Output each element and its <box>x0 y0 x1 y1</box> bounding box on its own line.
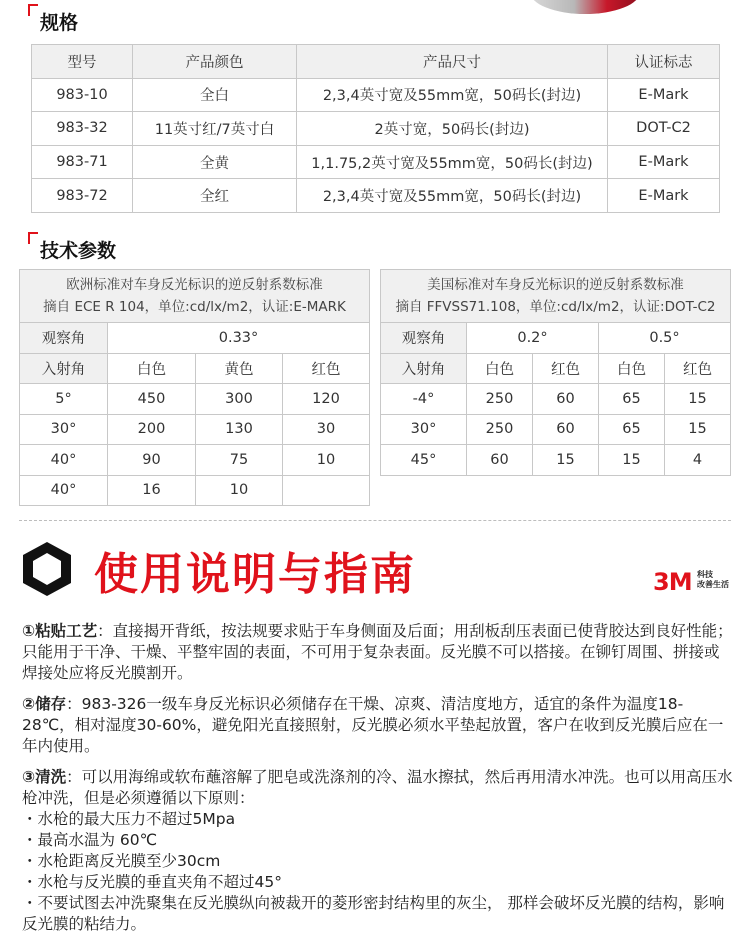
spec-cell: 2英寸宽，50码长(封边) <box>297 112 608 146</box>
us-cell: 4 <box>665 445 731 476</box>
section-divider <box>19 520 731 521</box>
table-row <box>32 179 720 213</box>
us-cell: 250 <box>467 384 533 415</box>
us-cell: 15 <box>599 445 665 476</box>
us-col-red-a: 红色 <box>533 353 599 384</box>
table-row <box>20 445 370 476</box>
us-obs-b: 0.5° <box>599 323 731 354</box>
eu-cell <box>283 475 370 506</box>
eu-col-yellow: 黄色 <box>196 353 283 384</box>
guide-paragraph-application <box>22 621 734 684</box>
brand-tagline-line1: 科技 <box>697 570 713 579</box>
spec-cell: 全红 <box>133 179 297 213</box>
spec-header-color: 产品颜色 <box>133 45 297 79</box>
guide-paragraph-cleaning <box>22 767 734 933</box>
table-row <box>32 112 720 146</box>
us-cell: 15 <box>665 384 731 415</box>
spec-cell: 2,3,4英寸宽及55mm宽，50码长(封边) <box>297 78 608 112</box>
us-cell: 45° <box>381 445 467 476</box>
us-caption-row <box>381 270 731 323</box>
spec-cell: 983-72 <box>32 179 133 213</box>
section-bracket-icon <box>28 4 38 16</box>
us-standard-table <box>380 269 731 476</box>
paragraph-text: ：可以用海绵或软布蘸溶解了肥皂或洗涤剂的冷、温水擦拭，然后再用清水冲洗。也可以用高压水枪冲洗，但是必须遵循以下原则： <box>22 768 733 807</box>
paragraph-text: ：983-326一级车身反光标识必须储存在干燥、凉爽、清洁度地方，适宜的条件为温度18-28℃，相对湿度30-60%，避免阳光直接照射，反光膜必须水平垫起放置，客户在收到反光膜后应在一年内使用。 <box>22 695 724 755</box>
eu-cell: 450 <box>108 384 196 415</box>
eu-cell: 130 <box>196 414 283 445</box>
us-cell: 15 <box>665 414 731 445</box>
us-cell: 250 <box>467 414 533 445</box>
eu-cell: 300 <box>196 384 283 415</box>
eu-cell: 200 <box>108 414 196 445</box>
eu-caption-row <box>20 270 370 323</box>
table-row <box>20 475 370 506</box>
us-caption-line1: 美国标准对车身反光标识的逆反射系数标准 <box>427 277 684 293</box>
table-row <box>381 445 731 476</box>
table-row <box>20 353 370 384</box>
eu-cell: 10 <box>283 445 370 476</box>
table-row <box>20 384 370 415</box>
us-cell: 60 <box>467 445 533 476</box>
list-item: ・水枪与反光膜的垂直夹角不超过45° <box>22 873 282 891</box>
table-row <box>381 414 731 445</box>
product-image-fragment <box>520 0 650 14</box>
table-row <box>32 145 720 179</box>
hexagon-icon <box>20 540 74 598</box>
eu-cell: 10 <box>196 475 283 506</box>
us-cell: 65 <box>599 414 665 445</box>
eu-obs-value: 0.33° <box>108 323 370 354</box>
paragraph-label: ②储存 <box>22 695 67 713</box>
spec-cell: 1,1.75,2英寸宽及55mm宽，50码长(封边) <box>297 145 608 179</box>
us-col-red-b: 红色 <box>665 353 731 384</box>
us-caption <box>381 270 731 323</box>
spec-cell: E-Mark <box>608 78 720 112</box>
eu-col-white: 白色 <box>108 353 196 384</box>
eu-caption <box>20 270 370 323</box>
us-cell: 60 <box>533 414 599 445</box>
eu-caption-line1: 欧洲标准对车身反光标识的逆反射系数标准 <box>66 277 323 293</box>
spec-cell: 全黄 <box>133 145 297 179</box>
us-cell: 60 <box>533 384 599 415</box>
eu-cell: 30 <box>283 414 370 445</box>
us-col-white-a: 白色 <box>467 353 533 384</box>
table-row <box>381 323 731 354</box>
us-caption-line2: 摘自 FFVSS71.108，单位:cd/lx/m2，认证:DOT-C2 <box>395 299 716 315</box>
us-obs-a: 0.2° <box>467 323 599 354</box>
spec-cell: 全白 <box>133 78 297 112</box>
us-col-white-b: 白色 <box>599 353 665 384</box>
eu-cell: 16 <box>108 475 196 506</box>
list-item: ・不要试图去冲洗聚集在反光膜纵向被裁开的菱形密封结构里的灰尘， 那样会破坏反光膜的结构，影响反光膜的粘结力。 <box>22 894 725 933</box>
list-item: ・最高水温为 60℃ <box>22 831 158 849</box>
brand-tagline <box>697 570 737 590</box>
brand-tagline-line2: 改善生活 <box>697 580 729 589</box>
eu-cell: 40° <box>20 475 108 506</box>
us-inc-label: 入射角 <box>381 353 467 384</box>
eu-col-red: 红色 <box>283 353 370 384</box>
brand-logo: 3M <box>653 568 692 596</box>
eu-cell: 120 <box>283 384 370 415</box>
section-bracket-icon <box>28 232 38 244</box>
paragraph-label: ①粘贴工艺 <box>22 622 98 640</box>
us-obs-label: 观察角 <box>381 323 467 354</box>
spec-cell: 983-10 <box>32 78 133 112</box>
spec-cell: 11英寸红/7英寸白 <box>133 112 297 146</box>
spec-section-title: 规格 <box>40 12 79 34</box>
table-row <box>381 384 731 415</box>
paragraph-label: ③清洗 <box>22 768 67 786</box>
paragraph-text: ：直接揭开背纸，按法规要求贴于车身侧面及后面；用刮板刮压表面已使背胶达到良好性能；只能用于干净、干燥、平整牢固的表面，不可用于复杂表面。反光膜不可以搭接。在铆钉周围、拼接或焊接处应将反光膜割开。 <box>22 622 733 682</box>
us-cell: -4° <box>381 384 467 415</box>
list-item: ・水枪的最大压力不超过5Mpa <box>22 810 236 828</box>
list-item: ・水枪距离反光膜至少30cm <box>22 852 221 870</box>
spec-cell: 2,3,4英寸宽及55mm宽，50码长(封边) <box>297 179 608 213</box>
tech-section-title: 技术参数 <box>40 240 117 262</box>
table-row <box>32 78 720 112</box>
eu-standard-table <box>19 269 370 506</box>
spec-cell: 983-71 <box>32 145 133 179</box>
table-row <box>381 353 731 384</box>
eu-caption-line2: 摘自 ECE R 104，单位:cd/lx/m2，认证:E-MARK <box>43 299 346 315</box>
spec-header-model: 型号 <box>32 45 133 79</box>
eu-cell: 40° <box>20 445 108 476</box>
us-cell: 65 <box>599 384 665 415</box>
eu-cell: 5° <box>20 384 108 415</box>
eu-cell: 90 <box>108 445 196 476</box>
spec-header-cert: 认证标志 <box>608 45 720 79</box>
spec-header-size: 产品尺寸 <box>297 45 608 79</box>
us-cell: 15 <box>533 445 599 476</box>
eu-cell: 75 <box>196 445 283 476</box>
us-cell: 30° <box>381 414 467 445</box>
eu-cell: 30° <box>20 414 108 445</box>
eu-inc-label: 入射角 <box>20 353 108 384</box>
spec-cell: E-Mark <box>608 179 720 213</box>
guide-title: 使用说明与指南 <box>94 549 416 600</box>
spec-cell: 983-32 <box>32 112 133 146</box>
spec-cell: DOT-C2 <box>608 112 720 146</box>
guide-paragraph-storage <box>22 694 734 757</box>
table-row <box>20 414 370 445</box>
eu-obs-label: 观察角 <box>20 323 108 354</box>
spec-cell: E-Mark <box>608 145 720 179</box>
spec-header-row <box>32 45 720 79</box>
spec-table <box>31 44 720 213</box>
table-row <box>20 323 370 354</box>
